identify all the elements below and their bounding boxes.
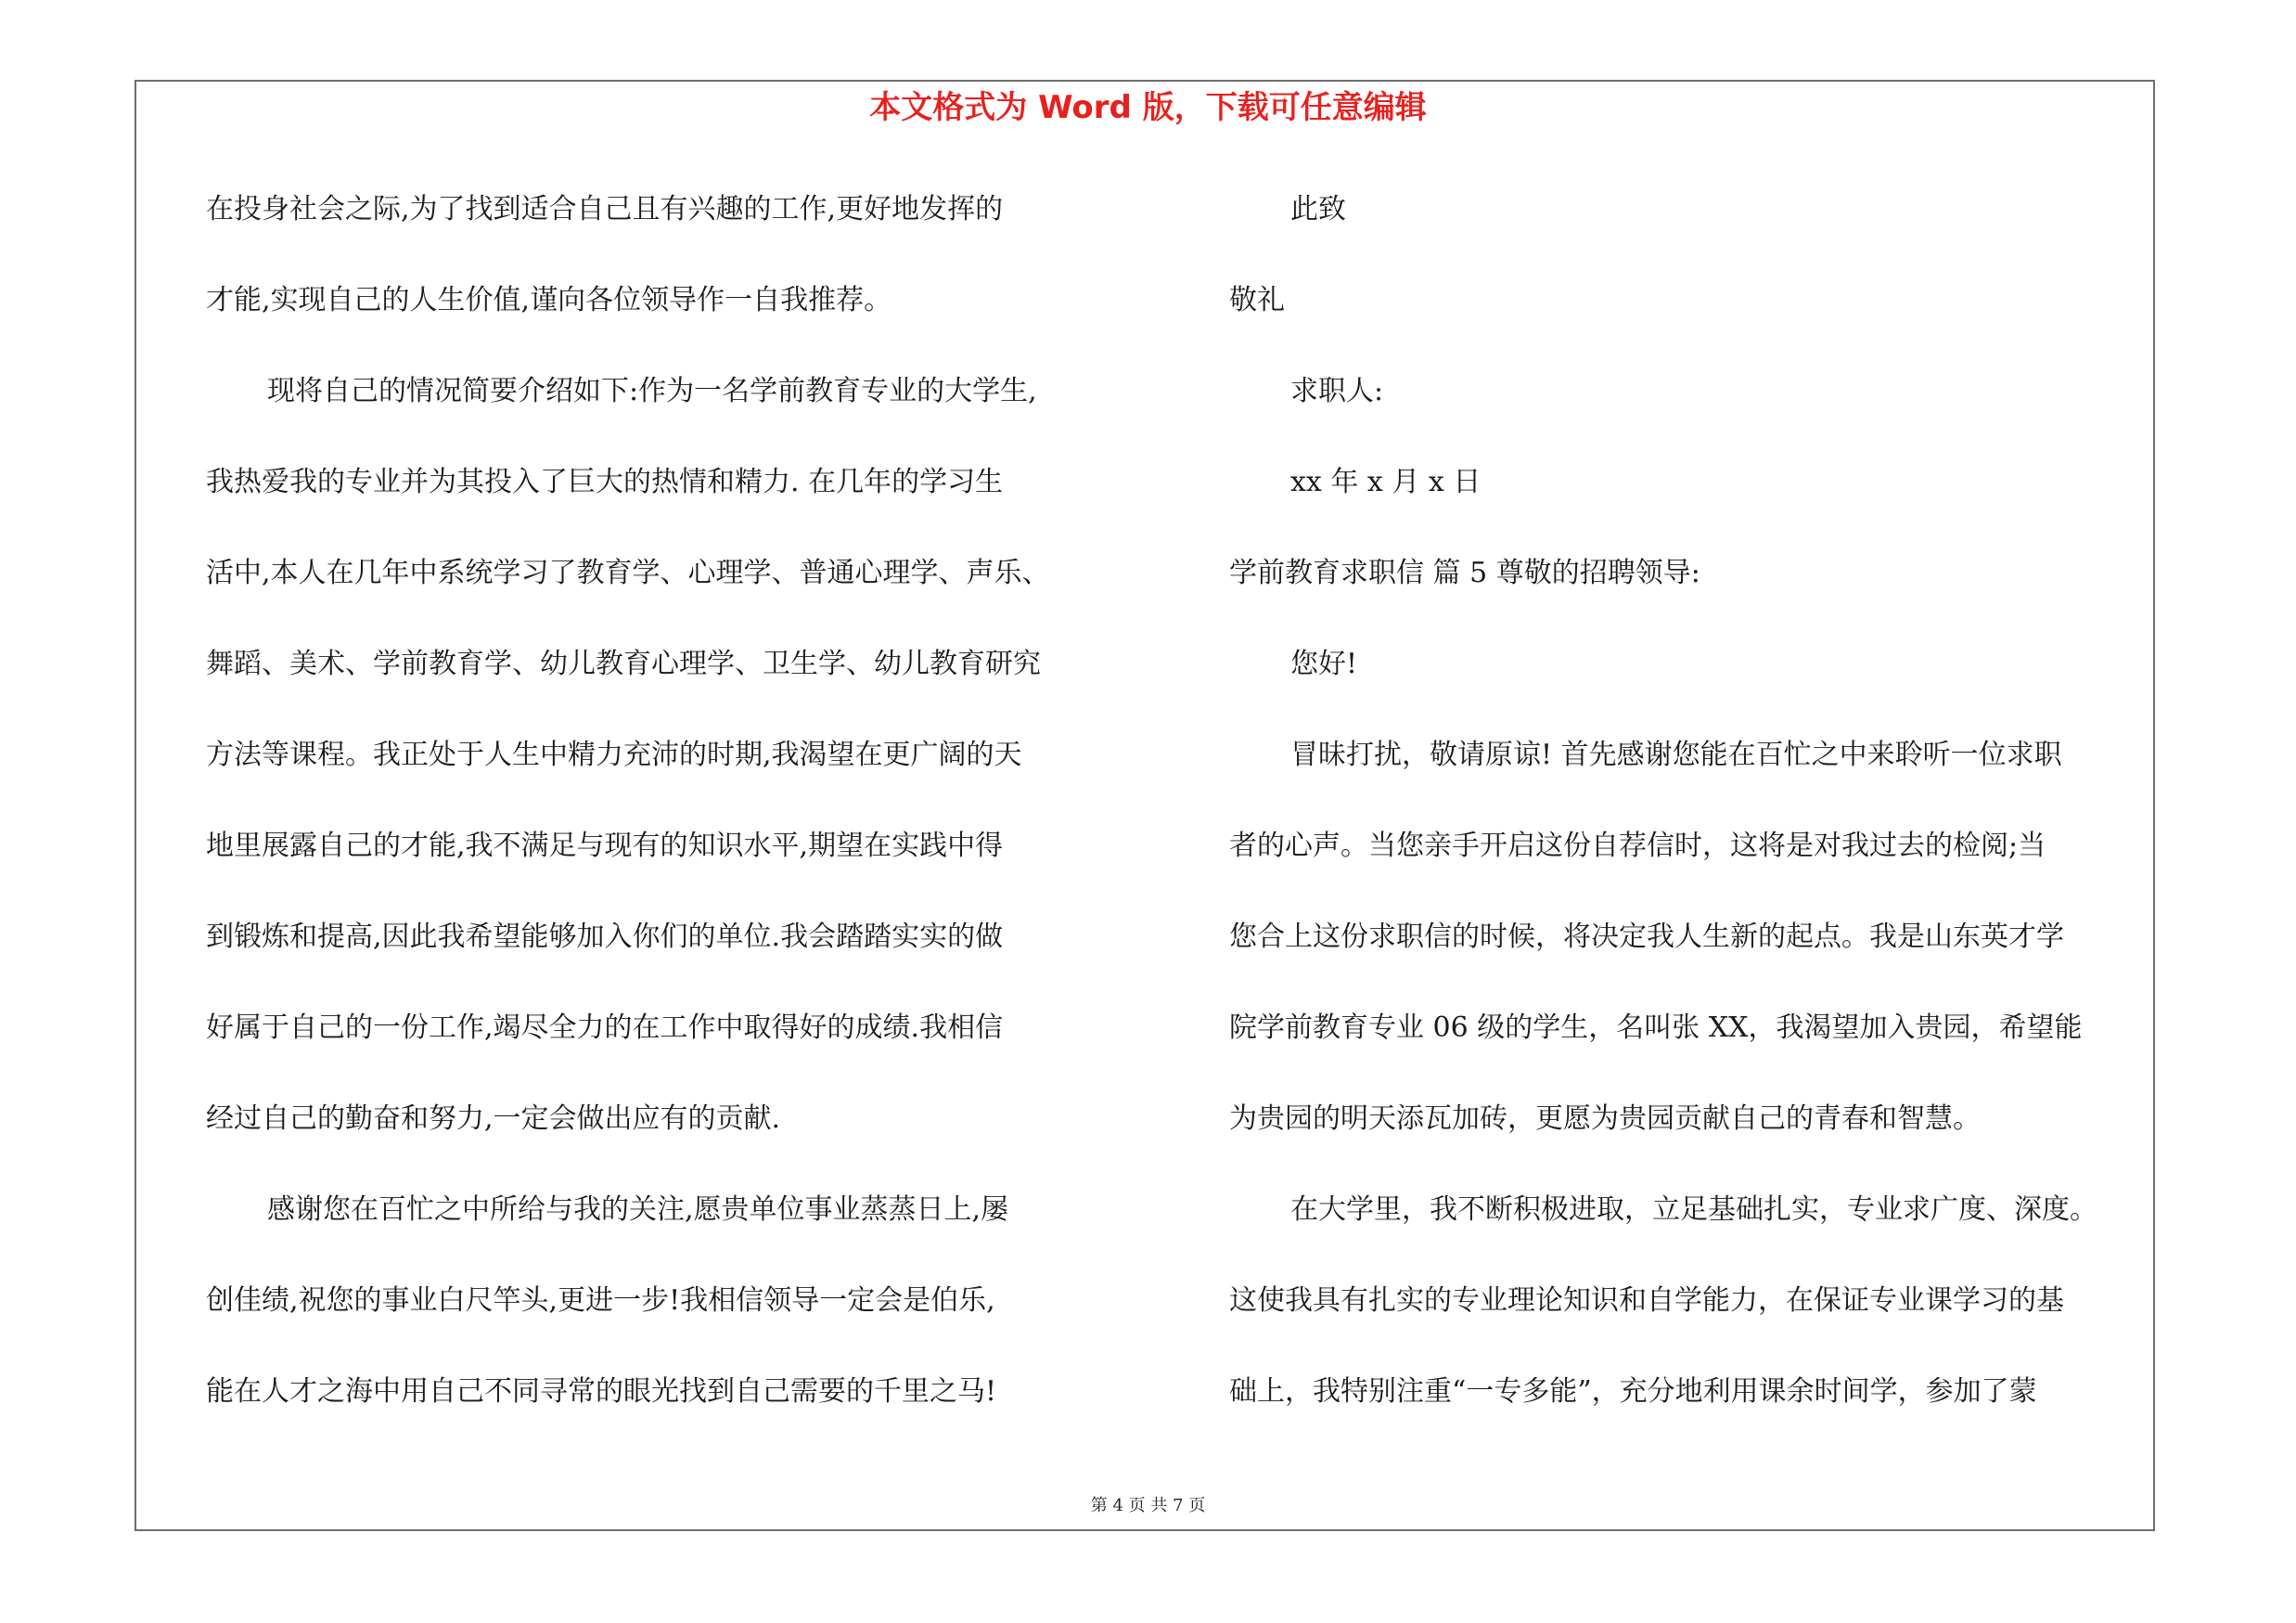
text-line: 经过自己的勤奋和努力,一定会做出应有的贡献. xyxy=(206,1102,781,1135)
text-line: 此致 xyxy=(1290,193,1346,225)
text-line: 敬礼 xyxy=(1229,284,1285,316)
right-text-column xyxy=(1229,182,2157,1455)
text-line: 能在人才之海中用自己不同寻常的眼光找到自己需要的千里之马! xyxy=(206,1375,997,1408)
text-line: 才能,实现自己的人生价值,谨向各位领导作一自我推荐。 xyxy=(206,284,892,316)
text-line: 在投身社会之际,为了找到适合自己且有兴趣的工作,更好地发挥的 xyxy=(206,193,1004,225)
text-line: 感谢您在百忙之中所给与我的关注,愿贵单位事业蒸蒸日上,屡 xyxy=(267,1193,1009,1226)
text-line: 求职人: xyxy=(1290,375,1384,407)
text-line: 舞蹈、美术、学前教育学、幼儿教育心理学、卫生学、幼儿教育研究 xyxy=(206,648,1041,680)
text-line: 创佳绩,祝您的事业白尺竿头,更进一步!我相信领导一定会是伯乐, xyxy=(206,1284,995,1317)
text-line: 础上，我特别注重“一专多能”，充分地利用课余时间学，参加了蒙 xyxy=(1229,1375,2037,1408)
text-line: 方法等课程。我正处于人生中精力充沛的时期,我渴望在更广阔的天 xyxy=(206,739,1022,771)
text-line: 您合上这份求职信的时候，将决定我人生新的起点。我是山东英才学 xyxy=(1229,921,2064,953)
text-line: 院学前教育专业 06 级的学生，名叫张 XX，我渴望加入贵园，希望能 xyxy=(1229,1011,2083,1044)
left-text-column xyxy=(206,182,1161,1455)
text-line: 好属于自己的一份工作,竭尽全力的在工作中取得好的成绩.我相信 xyxy=(206,1011,1004,1044)
text-line: 者的心声。当您亲手开启这份自荐信时，这将是对我过去的检阅;当 xyxy=(1229,830,2046,862)
text-line: xx 年 x 月 x 日 xyxy=(1290,466,1481,498)
text-line: 在大学里，我不断积极进取，立足基础扎实，专业求广度、深度。 xyxy=(1290,1193,2097,1226)
text-line: 学前教育求职信 篇 5 尊敬的招聘领导: xyxy=(1229,557,1700,589)
text-line: 我热爱我的专业并为其投入了巨大的热情和精力. 在几年的学习生 xyxy=(206,466,1004,498)
text-line: 地里展露自己的才能,我不满足与现有的知识水平,期望在实践中得 xyxy=(206,830,1004,862)
text-line: 冒昧打扰，敬请原谅! 首先感谢您能在百忙之中来聆听一位求职 xyxy=(1290,739,2062,771)
text-line: 到锻炼和提高,因此我希望能够加入你们的单位.我会踏踏实实的做 xyxy=(206,921,1004,953)
page-number-footer: 第 4 页 共 7 页 xyxy=(1090,1496,1206,1515)
text-line: 活中,本人在几年中系统学习了教育学、心理学、普通心理学、声乐、 xyxy=(206,557,1050,589)
text-line: 现将自己的情况简要介绍如下:作为一名学前教育专业的大学生, xyxy=(267,375,1037,407)
text-line: 为贵园的明天添瓦加砖，更愿为贵园贡献自己的青春和智慧。 xyxy=(1229,1102,1981,1135)
text-line: 这使我具有扎实的专业理论知识和自学能力，在保证专业课学习的基 xyxy=(1229,1284,2064,1317)
text-line: 您好! xyxy=(1290,648,1358,680)
format-banner: 本文格式为 Word 版，下载可任意编辑 xyxy=(869,89,1427,126)
